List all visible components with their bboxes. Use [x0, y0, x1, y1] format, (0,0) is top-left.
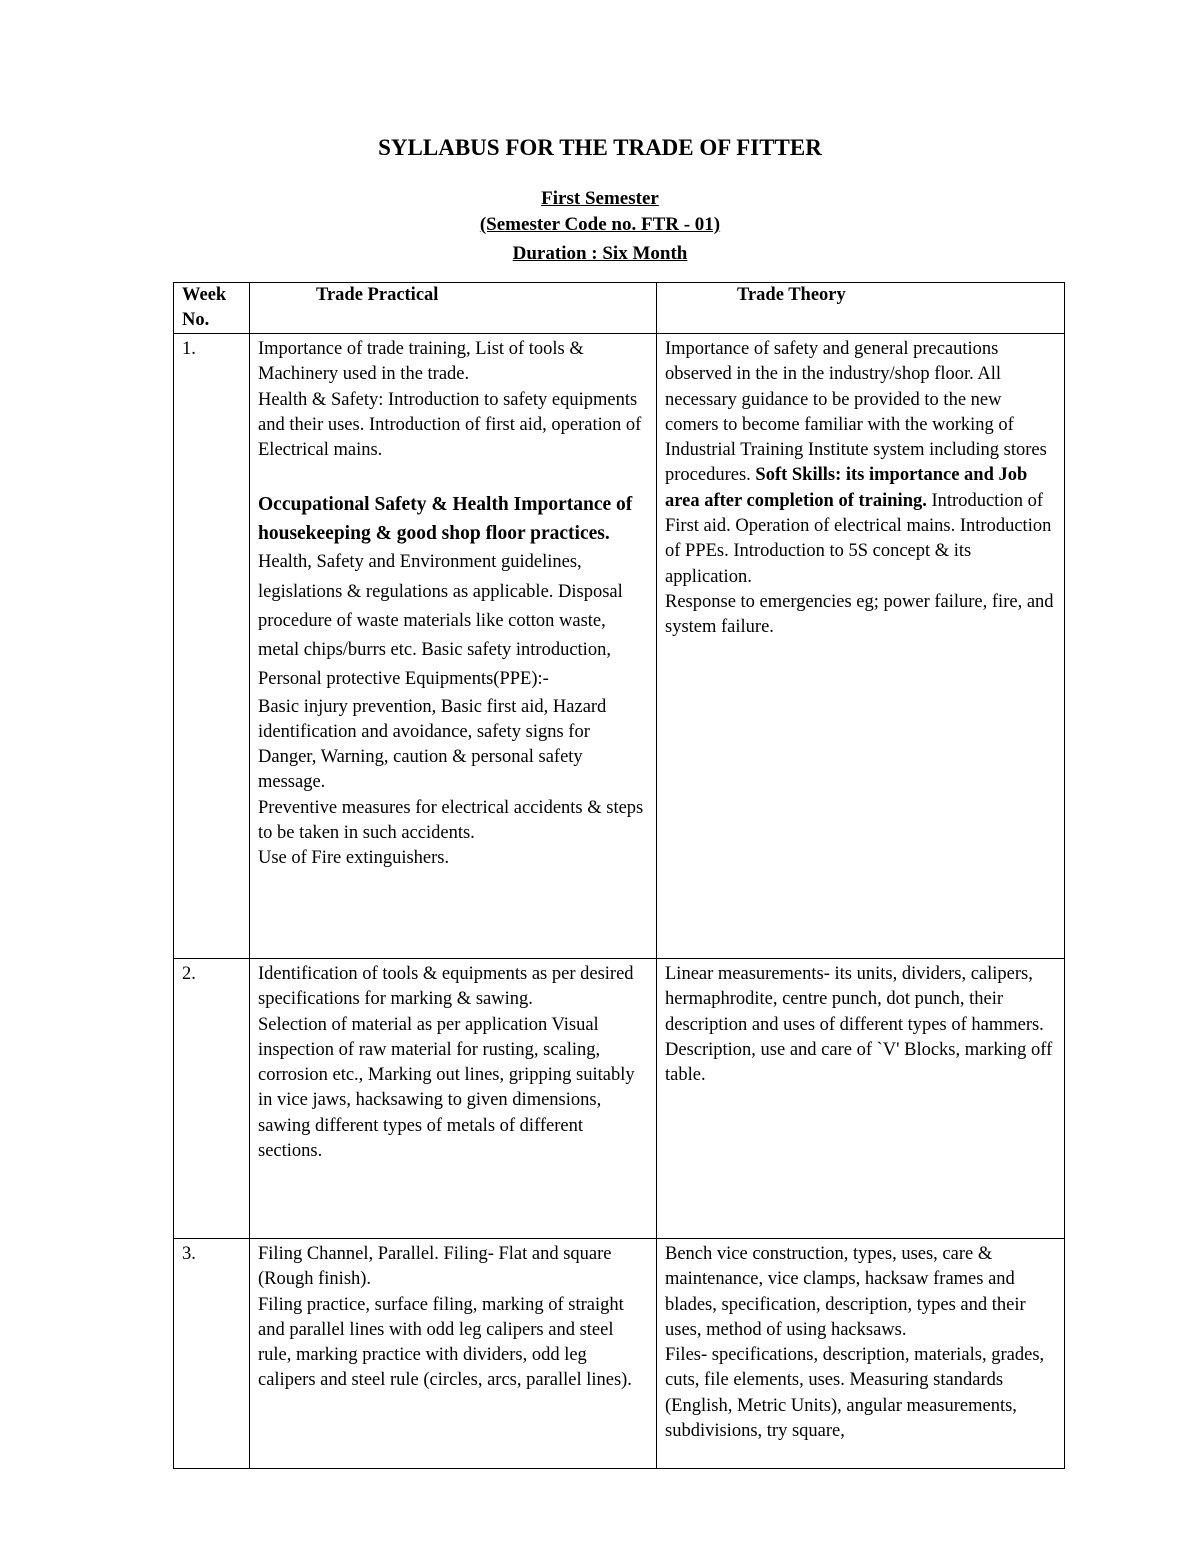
trade-theory-cell — [657, 1239, 1065, 1469]
practical-text: Basic injury prevention, Basic first aid, Hazard identification and avoidance, safety signs for Danger, Warning, caution & personal safety message. — [258, 696, 607, 793]
theory-text-part: Importance of safety and general precautions observed in the in the industry/shop floor. All necessary guidance to be provided to the new comers to become familiar with the working of Industrial Training Institute system including stores procedures. — [665, 339, 1047, 486]
practical-text: Identification of tools & equipments as per desired specifications for marking & sawing. — [258, 964, 634, 1010]
trade-practical-cell — [250, 959, 657, 1239]
practical-text: Use of Fire extinguishers. — [258, 848, 450, 869]
theory-text: Linear measurements- its units, dividers, calipers, hermaphrodite, centre punch, dot punch, their description and uses of different types of hammers. Description, use and care of `V' Blocks, marking off table. — [665, 964, 1053, 1086]
practical-text: Health & Safety: Introduction to safety equipments and their uses. Introduction of first aid, operation of Electrical mains. — [258, 389, 642, 461]
trade-theory-cell — [657, 334, 1065, 959]
practical-text: Health, Safety and Environment guidelines, legislations & regulations as applicable. Disposal procedure of waste materials like cotton waste, metal chips/burrs etc. Basic safety introduction, Personal protective Equipments(PPE):- — [258, 552, 623, 690]
semester-label: First Semester — [541, 188, 659, 209]
theory-text — [665, 339, 1051, 587]
ohs-heading: Occupational Safety & Health Importance of housekeeping & good shop floor practices. — [258, 494, 633, 545]
table-header-row — [174, 283, 1065, 334]
soft-skills-bold: Soft Skills: its importance and Job area after completion of training. — [665, 465, 1028, 511]
week-number: 1. — [174, 334, 250, 959]
header-week: Week No. — [174, 283, 250, 334]
practical-text: Selection of material as per application Visual inspection of raw material for rusting, scaling, corrosion etc., Marking out lines, gripping suitably in vice jaws, hacksawing to given dimensions, sawing different types of metals of different sections. — [258, 1014, 635, 1162]
practical-text: Filing Channel, Parallel. Filing- Flat and square (Rough finish). — [258, 1244, 612, 1290]
header-trade-theory: Trade Theory — [657, 283, 1065, 334]
practical-text: Preventive measures for electrical accidents & steps to be taken in such accidents. — [258, 797, 644, 843]
trade-practical-cell — [250, 334, 657, 959]
document-title: SYLLABUS FOR THE TRADE OF FITTER — [378, 135, 822, 160]
table-row — [174, 959, 1065, 1239]
practical-text: Filing practice, surface filing, marking of straight and parallel lines with odd leg calipers and steel rule, marking practice with dividers, odd leg calipers and steel rule (circles, arcs, parallel lines). — [258, 1294, 632, 1391]
week-number: 2. — [174, 959, 250, 1239]
practical-text: Importance of trade training, List of tools & Machinery used in the trade. — [258, 339, 584, 385]
header-trade-practical: Trade Practical — [250, 283, 657, 334]
theory-text: Files- specifications, description, materials, grades, cuts, file elements, uses. Measuring standards (English, Metric Units), angular measurements, subdivisions, try square, — [665, 1345, 1045, 1442]
theory-text: Response to emergencies eg; power failure, fire, and system failure. — [665, 591, 1054, 638]
syllabus-table — [173, 282, 1065, 1469]
trade-practical-cell — [250, 1239, 657, 1469]
theory-text: Bench vice construction, types, uses, care & maintenance, vice clamps, hacksaw frames and blades, specification, description, types and their uses, method of using hacksaws. — [665, 1244, 1026, 1340]
week-number: 3. — [174, 1239, 250, 1469]
theory-text-part: Introduction of First aid. Operation of electrical mains. Introduction of PPEs. Introduction to 5S concept & its application. — [665, 490, 1052, 587]
table-row — [174, 1239, 1065, 1469]
duration-label: Duration : Six Month — [512, 243, 688, 264]
trade-theory-cell — [657, 959, 1065, 1239]
semester-code: (Semester Code no. FTR - 01) — [479, 214, 721, 235]
table-row — [174, 334, 1065, 959]
